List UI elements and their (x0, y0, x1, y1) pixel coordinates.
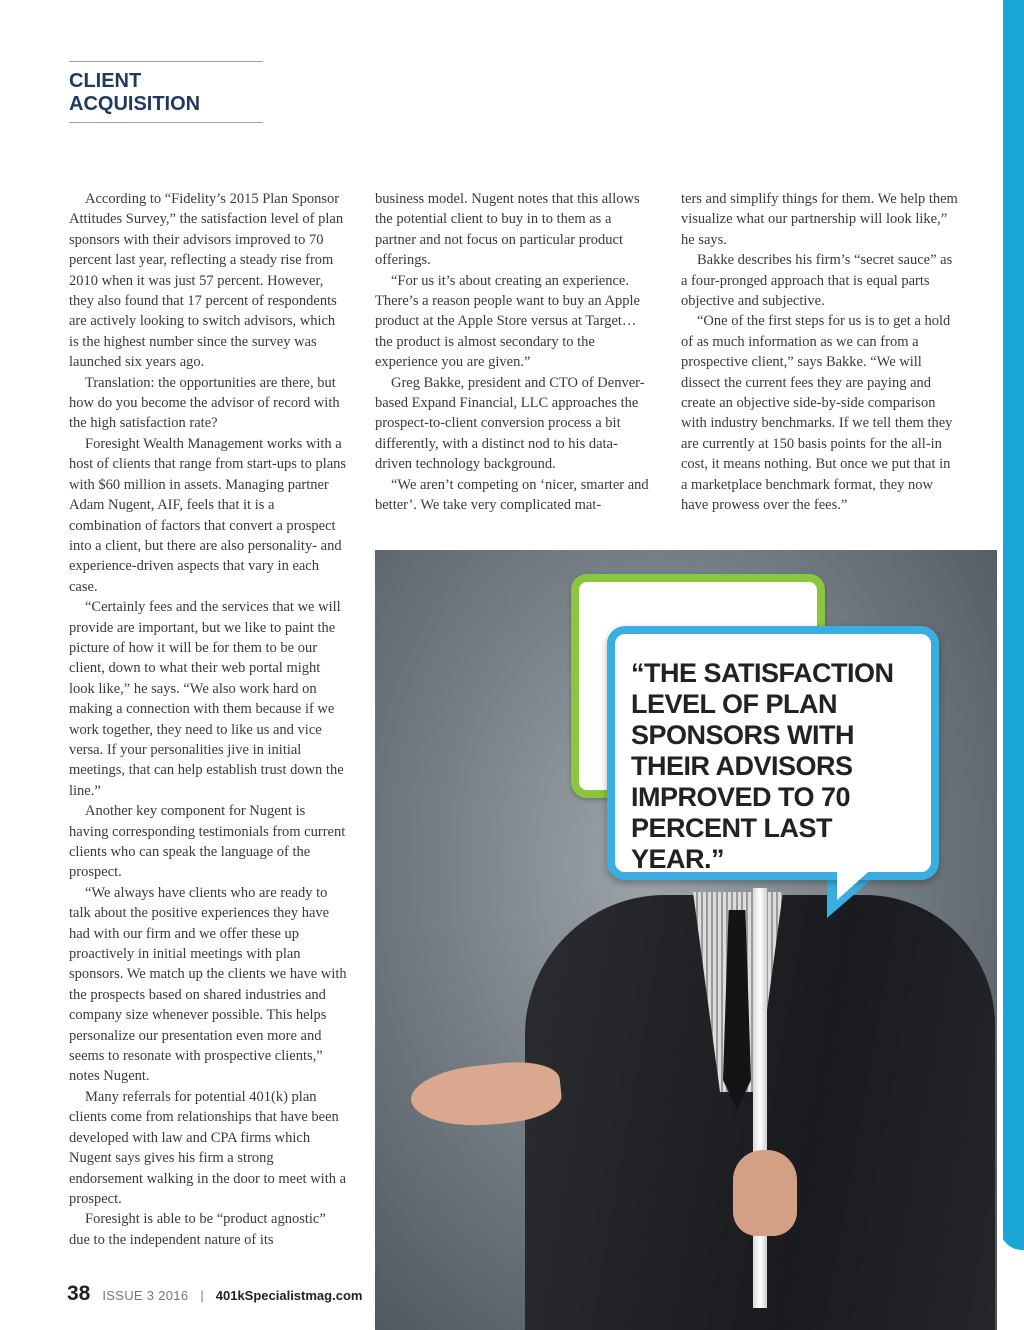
sign-pole (753, 888, 767, 1308)
paragraph: “Certainly fees and the services that we will provide are important, but we like to paint the picture of how it will be for them to be our client, down to what their web portal might look like,” he says. “We also work hard on making a connection with them because if we work together, they need to like us and vice versa. If your personalities jive in initial meetings, that can help establish trust down the line.” (69, 599, 344, 799)
pull-quote: “THE SATISFACTION LEVEL OF PLAN SPONSORS WITH THEIR ADVISORS IMPROVED TO 70 PERCENT LAST YEAR.” (631, 658, 894, 874)
paragraph: Another key component for Nugent is having corresponding testimonials from current clients who can speak the language of the prospect. (69, 803, 346, 881)
paragraph: “For us it’s about creating an experience. There’s a reason people want to buy an Apple product at the Apple Store versus at Target…the product is almost secondary to the experience you are given.” (375, 272, 640, 371)
paragraph: “One of the first steps for us is to get a hold of as much information as we can from a prospective client,” says Bakke. “We will dissect the current fees they are paying and create an objective side-by-side comparison with industry benchmarks. If we tell them they are currently at 150 basis points for the all-in cost, it means nothing. But once we put that in a marketplace benchmark format, they now have prowess over the fees.” (681, 313, 953, 514)
businessman-sign-photo (375, 550, 997, 1330)
article-column-1 (69, 189, 347, 1250)
paragraph: business model. Nugent notes that this allows the potential client to buy in to them as a partner and not focus on particular product offerings. (375, 191, 640, 269)
issue-label: ISSUE 3 2016 (102, 1288, 189, 1303)
footer-separator: | (200, 1288, 204, 1303)
gripping-hand (733, 1150, 797, 1236)
paragraph: “We aren’t competing on ‘nicer, smarter and better’. We take very complicated mat- (375, 476, 649, 514)
paragraph: Foresight Wealth Management works with a host of clients that range from start-ups to plans with $60 million in assets. Managing partner Adam Nugent, AIF, feels that it is a combination of factors that convert a prospect into a client, but there are also personality- and experience-driven aspects that vary in each case. (69, 435, 347, 595)
article-column-2 (375, 189, 651, 516)
paragraph: Translation: the opportunities are there, but how do you become the advisor of record with the high satisfaction rate? (69, 374, 340, 432)
paragraph: “We always have clients who are ready to talk about the positive experiences they have had with our firm and we offer these up proactively in initial meetings with plan sponsors. We match up the clients we have with the prospects based on shared industries and company size whenever possible. This helps personalize our presentation even more and seems to resonate with prospective clients,” notes Nugent. (69, 884, 347, 1085)
edge-accent-bar (1000, 0, 1024, 1250)
website-link[interactable]: 401kSpecialistmag.com (215, 1288, 363, 1303)
paragraph: Greg Bakke, president and CTO of Denver-based Expand Financial, LLC approaches the prospect-to-client conversion process a bit differently, with a distinct nod to his data-driven technology background. (375, 374, 645, 473)
article-column-3 (681, 189, 959, 516)
page-number: 38 (67, 1282, 91, 1305)
section-header (69, 61, 263, 123)
page-footer (67, 1282, 362, 1306)
paragraph: According to “Fidelity’s 2015 Plan Sponsor Attitudes Survey,” the satisfaction level of plan sponsors with their advisors improved to 70 percent last year, reflecting a steady rise from 2010 when it was just 57 percent. However, they also found that 17 percent of respondents are actively looking to switch advisors, which is the highest number since the survey was launched six years ago. (69, 191, 344, 371)
paragraph: ters and simplify things for them. We help them visualize what our partnership will look like,” he says. (681, 191, 958, 248)
paragraph: Many referrals for potential 401(k) plan clients come from relationships that have been developed with law and CPA firms which Nugent says gives his firm a strong endorsement walking in the door to meet with a prospect. (69, 1088, 347, 1207)
paragraph: Bakke describes his firm’s “secret sauce” as a four-pronged approach that is equal parts objective and subjective. (681, 252, 953, 310)
paragraph: Foresight is able to be “product agnostic” due to the independent nature of its (69, 1211, 326, 1248)
section-title: CLIENT ACQUISITION (69, 70, 201, 115)
